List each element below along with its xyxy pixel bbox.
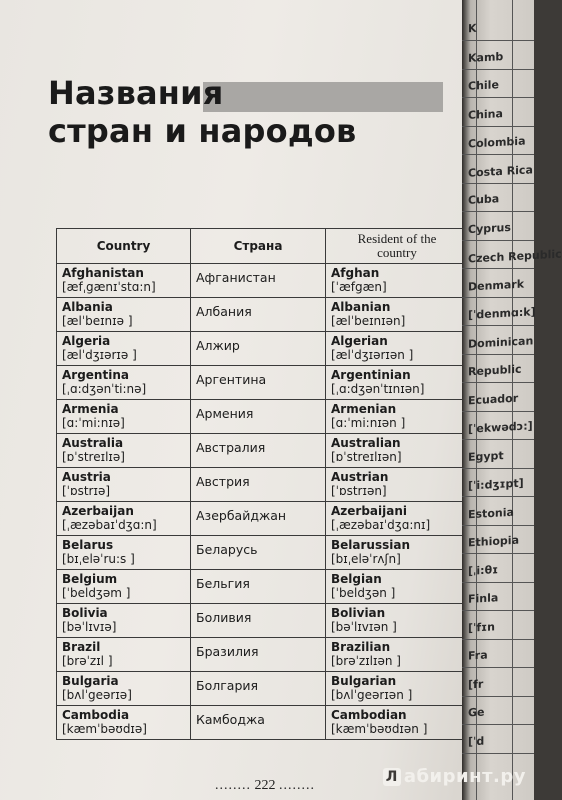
adjacent-table-rule	[462, 240, 534, 241]
header-strana: Страна	[191, 229, 326, 264]
adjacent-table-rule	[462, 297, 534, 298]
adjacent-page-text: [ˈfɪn	[468, 619, 496, 635]
adjacent-page-text: Ecuador	[468, 391, 519, 407]
resident-transcription: [bəˈlɪvɪən ]	[331, 620, 397, 634]
country-cell	[57, 400, 191, 434]
country-name: Brazil	[62, 640, 101, 654]
country-transcription: [bɪˌeləˈru:s ]	[62, 552, 135, 566]
russian-name-cell	[191, 366, 326, 400]
page-title-line-1: Названия	[48, 74, 224, 112]
adjacent-page-text: Cuba	[468, 192, 500, 207]
labirint-logo-icon: Л	[383, 768, 401, 786]
russian-name-cell	[191, 298, 326, 332]
russian-name-cell	[191, 638, 326, 672]
resident-cell	[326, 400, 469, 434]
russian-name-cell	[191, 434, 326, 468]
adjacent-page-text: Republic	[468, 362, 522, 379]
adjacent-page-text: Egypt	[468, 448, 504, 464]
resident-cell	[326, 298, 469, 332]
resident-transcription: [ælˈbeɪnɪən]	[331, 314, 406, 328]
country-transcription: [ˌæzəbaɪˈdʒɑ:n]	[62, 518, 157, 532]
table-row	[57, 264, 469, 298]
adjacent-page-text: [fr	[468, 677, 484, 691]
table-row	[57, 604, 469, 638]
russian-name: Австрия	[196, 474, 250, 489]
resident-cell	[326, 638, 469, 672]
adjacent-page-text: Costa Rica	[468, 162, 533, 180]
country-transcription: [bʌlˈgeərɪə]	[62, 688, 132, 702]
adjacent-table-rule	[462, 610, 534, 611]
resident-name: Afghan	[331, 266, 380, 280]
resident-transcription: [ˌɑ:dʒənˈtɪnɪən]	[331, 382, 425, 396]
resident-cell	[326, 468, 469, 502]
resident-transcription: [ɒˈstreɪlɪən]	[331, 450, 402, 464]
country-name: Argentina	[62, 368, 129, 382]
adjacent-page-text: Colombia	[468, 134, 526, 151]
adjacent-table-rule	[462, 325, 534, 326]
header-resident	[326, 229, 469, 264]
country-transcription: [ælˈbeɪnɪə ]	[62, 314, 133, 328]
resident-cell	[326, 570, 469, 604]
resident-name: Armenian	[331, 402, 397, 416]
labirint-watermark	[383, 766, 526, 787]
resident-transcription: [bʌlˈgeərɪən ]	[331, 688, 413, 702]
resident-transcription: [kæmˈbəʊdɪən ]	[331, 722, 428, 736]
resident-name: Cambodian	[331, 708, 407, 722]
table-row	[57, 502, 469, 536]
country-cell	[57, 502, 191, 536]
adjacent-page-text: Kamb	[468, 49, 504, 65]
adjacent-table-rule	[462, 411, 534, 412]
country-transcription: [æfˌgænɪˈstɑ:n]	[62, 280, 156, 294]
resident-cell	[326, 366, 469, 400]
adjacent-page-text: Ge	[468, 705, 485, 720]
header-country: Country	[57, 229, 191, 264]
resident-transcription: [ˌæzəbaɪˈdʒɑ:nɪ]	[331, 518, 431, 532]
russian-name-cell	[191, 604, 326, 638]
russian-name: Болгария	[196, 678, 259, 693]
adjacent-page-text: Cyprus	[468, 220, 511, 236]
country-transcription: [ælˈdʒɪərɪə ]	[62, 348, 137, 362]
resident-cell	[326, 672, 469, 706]
russian-name: Алжир	[196, 338, 240, 353]
table-row	[57, 434, 469, 468]
adjacent-table-rule	[462, 468, 534, 469]
country-cell	[57, 570, 191, 604]
country-cell	[57, 468, 191, 502]
country-name: Albania	[62, 300, 113, 314]
country-name: Belarus	[62, 538, 114, 552]
country-cell	[57, 706, 191, 740]
country-transcription: [ˈɒstrɪə]	[62, 484, 111, 498]
adjacent-page-text: Dominican	[468, 333, 534, 351]
adjacent-table-rule	[462, 69, 534, 70]
resident-transcription: [brəˈzɪlɪən ]	[331, 654, 401, 668]
country-name: Austria	[62, 470, 111, 484]
adjacent-table-rule	[462, 40, 534, 41]
page-number-value: 222	[254, 778, 276, 793]
russian-name: Австралия	[196, 440, 266, 455]
table-row	[57, 536, 469, 570]
adjacent-page-text: [ˈekwədɔ:]	[468, 419, 533, 436]
country-transcription: [brəˈzɪl ]	[62, 654, 113, 668]
country-cell	[57, 366, 191, 400]
resident-name: Bolivian	[331, 606, 386, 620]
table-row	[57, 366, 469, 400]
resident-name: Albanian	[331, 300, 391, 314]
adjacent-table-rule	[462, 97, 534, 98]
russian-name: Бразилия	[196, 644, 259, 659]
adjacent-table-rule	[462, 496, 534, 497]
resident-name: Brazilian	[331, 640, 391, 654]
table-row	[57, 332, 469, 366]
russian-name: Армения	[196, 406, 254, 421]
russian-name-cell	[191, 536, 326, 570]
resident-transcription: [ˈɒstrɪən]	[331, 484, 387, 498]
adjacent-page-text: Finla	[468, 591, 499, 606]
resident-name: Azerbaijani	[331, 504, 407, 518]
resident-cell	[326, 536, 469, 570]
adjacent-page-text: [ˈd	[468, 734, 485, 748]
adjacent-page-text: [ˈi:dʒɪpt]	[468, 476, 524, 493]
adjacent-page-edge	[462, 0, 562, 800]
resident-transcription: [ˈbeldʒən ]	[331, 586, 396, 600]
adjacent-table-rule	[462, 126, 534, 127]
resident-transcription: [bɪˌeləˈrʌʃn]	[331, 552, 401, 566]
adjacent-table-rule	[462, 354, 534, 355]
resident-cell	[326, 434, 469, 468]
resident-name: Argentinian	[331, 368, 411, 382]
countries-table	[56, 228, 469, 740]
adjacent-page-text: Ethiopia	[468, 533, 519, 550]
country-name: Algeria	[62, 334, 111, 348]
table-row	[57, 570, 469, 604]
table-header-row	[57, 229, 469, 264]
resident-name: Australian	[331, 436, 401, 450]
country-cell	[57, 332, 191, 366]
page-number-dots-left: ........	[215, 778, 251, 793]
table-row	[57, 672, 469, 706]
russian-name: Азербайджан	[196, 508, 287, 523]
country-transcription: [ˈbeldʒəm ]	[62, 586, 131, 600]
adjacent-table-rule	[462, 154, 534, 155]
table-row	[57, 706, 469, 740]
resident-cell	[326, 502, 469, 536]
adjacent-table-rule	[462, 268, 534, 269]
country-name: Australia	[62, 436, 124, 450]
resident-cell	[326, 332, 469, 366]
country-name: Azerbaijan	[62, 504, 134, 518]
adjacent-table-rule	[462, 696, 534, 697]
adjacent-table-rule	[462, 553, 534, 554]
adjacent-page-text: Fra	[468, 648, 488, 663]
adjacent-table-rule	[462, 753, 534, 754]
country-transcription: [ˌɑ:dʒənˈti:nə]	[62, 382, 147, 396]
adjacent-page-text: [ˈdenmɑ:k]	[468, 305, 536, 322]
country-name: Cambodia	[62, 708, 130, 722]
page-number	[190, 778, 340, 794]
country-name: Armenia	[62, 402, 119, 416]
resident-cell	[326, 604, 469, 638]
resident-cell	[326, 706, 469, 740]
russian-name: Албания	[196, 304, 252, 319]
russian-name: Камбоджа	[196, 712, 265, 727]
adjacent-page-text: Chile	[468, 78, 499, 93]
adjacent-page-text: K	[468, 21, 477, 36]
adjacent-page-text: [ˌi:θɪ	[468, 562, 499, 578]
adjacent-table-rule	[462, 211, 534, 212]
adjacent-table-rule	[462, 382, 534, 383]
russian-name-cell	[191, 400, 326, 434]
country-name: Belgium	[62, 572, 118, 586]
resident-transcription: [ˈæfgæn]	[331, 280, 387, 294]
country-transcription: [kæmˈbəʊdɪə]	[62, 722, 147, 736]
adjacent-table-rule	[462, 582, 534, 583]
country-transcription: [bəˈlɪvɪə]	[62, 620, 117, 634]
adjacent-table-rule	[462, 639, 534, 640]
watermark-text: абиринт.ру	[403, 766, 526, 787]
adjacent-table-rule	[462, 667, 534, 668]
adjacent-page-text: Estonia	[468, 505, 514, 521]
russian-name: Боливия	[196, 610, 252, 625]
country-cell	[57, 638, 191, 672]
adjacent-page-text: Czech Republic	[468, 247, 562, 266]
resident-name: Austrian	[331, 470, 389, 484]
country-cell	[57, 434, 191, 468]
resident-name: Algerian	[331, 334, 388, 348]
russian-name-cell	[191, 332, 326, 366]
country-cell	[57, 264, 191, 298]
country-transcription: [ɒˈstreɪlɪə]	[62, 450, 125, 464]
header-resident-line2: country	[377, 245, 417, 260]
resident-cell	[326, 264, 469, 298]
resident-transcription: [ælˈdʒɪərɪən ]	[331, 348, 414, 362]
russian-name: Аргентина	[196, 372, 267, 387]
russian-name-cell	[191, 672, 326, 706]
table-row	[57, 298, 469, 332]
russian-name-cell	[191, 468, 326, 502]
table-row	[57, 638, 469, 672]
adjacent-table-rule	[462, 525, 534, 526]
header-resident-line1: Resident of the	[357, 231, 437, 246]
russian-name: Бельгия	[196, 576, 250, 591]
resident-name: Bulgarian	[331, 674, 397, 688]
russian-name-cell	[191, 570, 326, 604]
russian-name-cell	[191, 264, 326, 298]
adjacent-page-text: Denmark	[468, 277, 525, 293]
russian-name: Афганистан	[196, 270, 276, 285]
resident-name: Belarussian	[331, 538, 410, 552]
russian-name-cell	[191, 706, 326, 740]
adjacent-table-rule	[462, 439, 534, 440]
country-cell	[57, 672, 191, 706]
resident-name: Belgian	[331, 572, 382, 586]
russian-name: Беларусь	[196, 542, 258, 557]
page-number-dots-right: ........	[279, 778, 315, 793]
country-cell	[57, 298, 191, 332]
title-decoration-bar	[203, 82, 443, 112]
table-row	[57, 468, 469, 502]
resident-transcription: [ɑ:ˈmi:nɪən ]	[331, 416, 406, 430]
table-row	[57, 400, 469, 434]
country-cell	[57, 536, 191, 570]
country-name: Afghanistan	[62, 266, 144, 280]
adjacent-page-text: China	[468, 106, 503, 122]
adjacent-table-rule	[462, 183, 534, 184]
page-title-line-2: стран и народов	[48, 112, 357, 150]
country-cell	[57, 604, 191, 638]
russian-name-cell	[191, 502, 326, 536]
country-name: Bolivia	[62, 606, 108, 620]
country-name: Bulgaria	[62, 674, 119, 688]
country-transcription: [ɑ:ˈmi:nɪə]	[62, 416, 125, 430]
adjacent-table-rule	[462, 724, 534, 725]
